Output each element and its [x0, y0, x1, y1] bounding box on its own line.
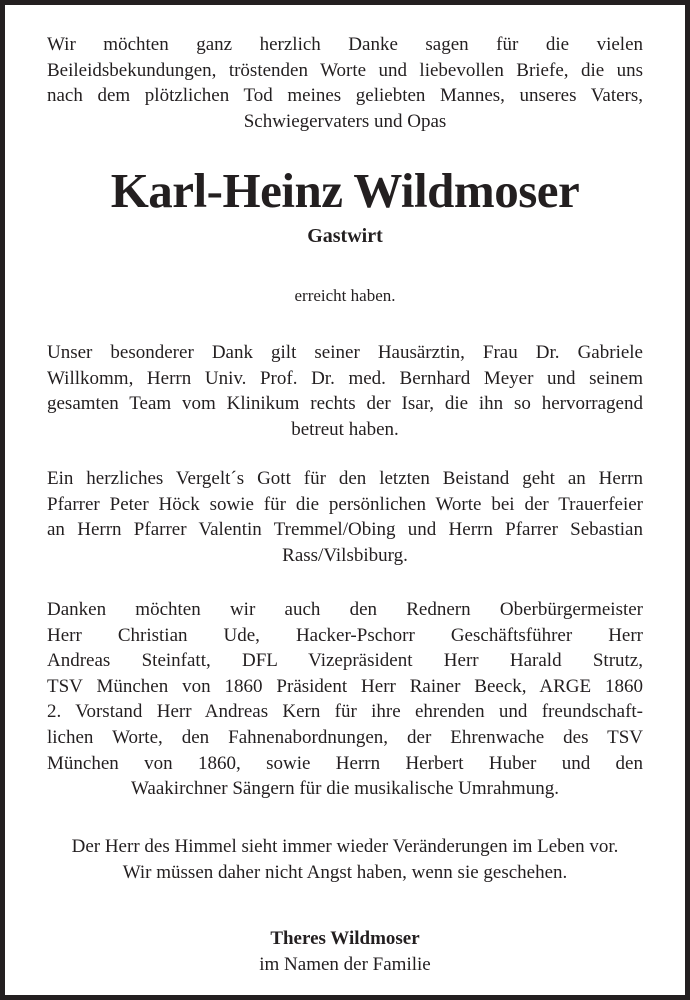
text-line: Andreas Steinfatt, DFL Vizepräsident Herr Harald Strutz, [47, 650, 643, 672]
text-line: Herr Christian Ude, Hacker-Pschorr Geschäftsführer Herr [47, 624, 643, 646]
text-line: München von 1860, sowie Herrn Herbert Huber und den [47, 752, 643, 774]
text-line: Wir müssen daher nicht Angst haben, wenn sie geschehen. [122, 861, 568, 883]
text-line: lichen Worte, den Fahnenabordnungen, der Ehrenwache des TSV [47, 726, 643, 748]
text-line: nach dem plötzlichen Tod meines geliebten Mannes, unseres Vaters, [47, 85, 643, 107]
text-line: Pfarrer Peter Höck sowie für die persönlichen Worte bei der Trauerfeier [47, 493, 643, 515]
profession: Gastwirt [307, 225, 383, 247]
signature [47, 926, 643, 977]
text-line: Beileidsbekundungen, tröstenden Worte und liebevollen Briefe, die uns [47, 59, 643, 81]
text-line: Schwiegervaters und Opas [243, 110, 447, 132]
signature-name: Theres Wildmoser [270, 928, 420, 949]
doctors-paragraph [47, 340, 643, 442]
intro-paragraph [47, 32, 643, 134]
reached-text: erreicht haben. [294, 286, 396, 305]
text-line: betreut haben. [291, 418, 399, 440]
speakers-paragraph [47, 597, 643, 802]
signature-line: im Namen der Familie [259, 953, 431, 975]
deceased-name: Karl-Heinz Wildmoser [110, 163, 580, 218]
text-line: Rass/Vilsbiburg. [282, 544, 408, 566]
text-line: 2. Vorstand Herr Andreas Kern für ihre ehrenden und freundschaft- [47, 701, 643, 723]
text-line: Ein herzliches Vergelt´s Gott für den letzten Beistand geht an Herrn [47, 468, 643, 489]
text-line: Der Herr des Himmel sieht immer wieder Veränderungen im Leben vor. [71, 836, 619, 857]
text-line: Waakirchner Sängern für die musikalische Umrahmung. [131, 778, 559, 800]
priests-paragraph [47, 466, 643, 568]
quote-paragraph [47, 834, 643, 885]
text-line: Wir möchten ganz herzlich Danke sagen für die vielen [47, 34, 643, 55]
text-line: gesamten Team vom Klinikum rechts der Isar, die ihn so hervorragend [47, 393, 643, 415]
text-line: Unser besonderer Dank gilt seiner Hausärztin, Frau Dr. Gabriele [47, 342, 643, 363]
text-line: Willkomm, Herrn Univ. Prof. Dr. med. Bernhard Meyer und seinem [47, 367, 643, 389]
text-line: Danken möchten wir auch den Rednern Oberbürgermeister [47, 599, 643, 620]
text-line: TSV München von 1860 Präsident Herr Rainer Beeck, ARGE 1860 [47, 675, 643, 697]
text-line: an Herrn Pfarrer Valentin Tremmel/Obing und Herrn Pfarrer Sebastian [47, 519, 643, 541]
